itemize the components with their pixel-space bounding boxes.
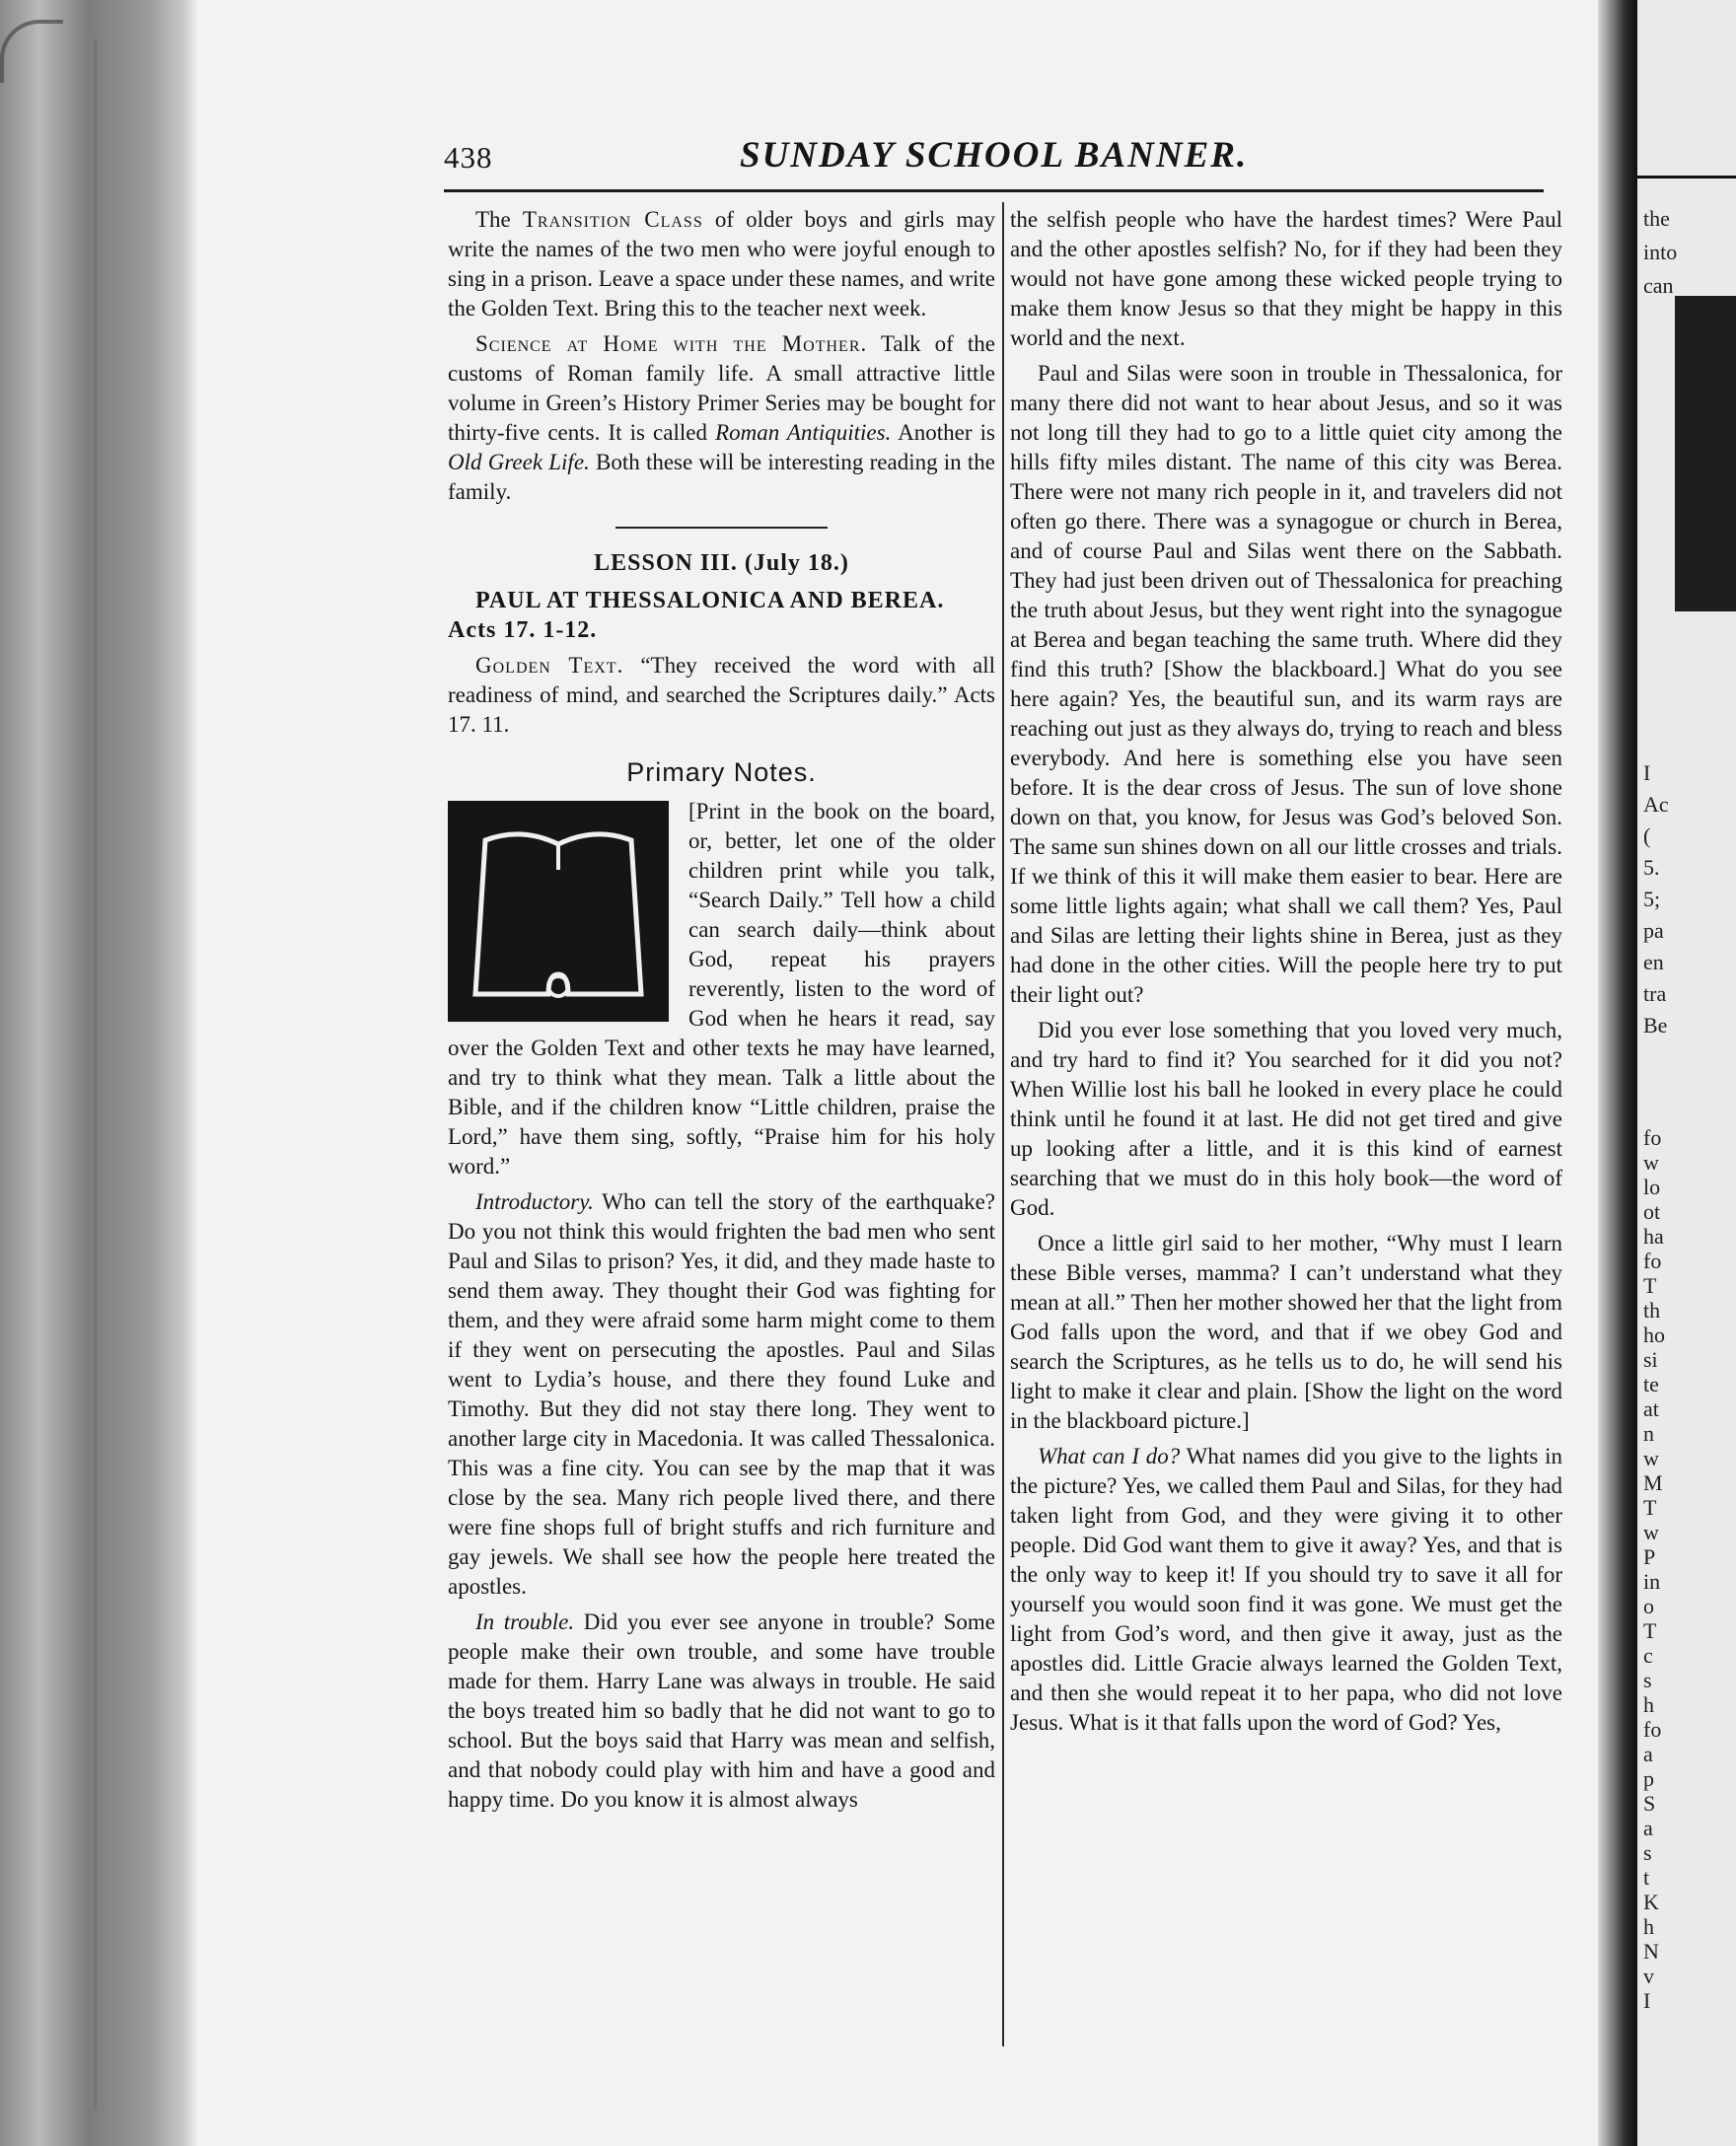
adjacent-page-text-fragment: s: [1643, 1840, 1652, 1865]
adjacent-page-text-fragment: into: [1643, 240, 1678, 264]
adjacent-page-text-fragment: th: [1643, 1298, 1661, 1323]
adjacent-page-text-fragment: P: [1643, 1544, 1656, 1569]
adjacent-page-text-fragment: o: [1643, 1594, 1654, 1618]
adjacent-page-text-fragment: v: [1643, 1964, 1654, 1988]
selfish-paragraph: the selfish people who have the hardest times? Were Paul and the other apostles selfish? No, for if they had been they would not have gone among these wicked people trying to make them know Jesus so that they might be happy in this world and the next.: [1010, 207, 1562, 350]
transition-class-paragraph: The Transition Class of older boys and girls may write the names of the two men who were joyful enough to sing in a prison. Leave a space under these names, and write the Golden Text. Bring this to the teacher next week.: [448, 207, 995, 321]
adjacent-page-text-fragment: w: [1643, 1150, 1659, 1175]
transition-class-label: Transition Class: [522, 207, 703, 232]
adjacent-page-text-fragment: (: [1643, 823, 1651, 848]
book-title-roman-antiquities: Roman Antiquities.: [715, 420, 892, 445]
adjacent-page-text-fragment: a: [1643, 1816, 1653, 1840]
adjacent-page-text-fragment: si: [1643, 1347, 1658, 1372]
adjacent-page-text-fragment: n: [1643, 1421, 1654, 1446]
adjacent-page-text-fragment: h: [1643, 1692, 1654, 1717]
blackboard-instructions: [Print in the book on the board, or, better, let one of the older children print while you talk, “Search Daily.” Tell how a child can search daily—think about God, repeat his prayers reverently, listen to the word of God when he hears it read, say over the Golden Text and other texts he may have learned, and try to think what they mean. Talk a little about the Bible, and if the children know “Little children, praise the Lord,” have them sing, softly, “Praise him for his holy word.”: [448, 799, 995, 1179]
section-divider: [615, 527, 828, 529]
adjacent-page-text-fragment: 5.: [1643, 855, 1660, 880]
book-title-old-greek-life: Old Greek Life.: [448, 450, 590, 474]
adjacent-page-text-fragment: I: [1643, 1988, 1651, 2013]
thessalonica-berea-paragraph: Paul and Silas were soon in trouble in Thessalonica, for many there did not want to hear about Jesus, and so it was not long till they had to go to a little quiet city among the hills fifty miles distant. The name of this city was Berea. There were not many rich people in it, and travelers did not often go there. There was a synagogue or church in Berea, and of course Paul and Silas went there on the Sabbath. They had just been driven out of Thessalonica for preaching the truth about Jesus, but they went right into the synagogue at Berea and began teaching the same truth. Where did they find this truth? [Show the blackboard.] What do you see here again? Yes, the beautiful sun, and its warm rays are reaching out just as they always do, trying to reach and bless everybody. And here is something else you have seen before. It is the dear cross of Jesus. The sun of love shone down on that, you know, for Jesus was God’s beloved Son. The same sun shines down on all our little crosses and trials. If we think of this it will make them easier to bear. Here are some little lights again; what shall we call them? Yes, Paul and Silas are letting their lights shine in Berea, just as they had done in the other cities. Will the people here try to put their light out?: [1010, 361, 1562, 1007]
running-title: SUNDAY SCHOOL BANNER.: [740, 135, 1249, 176]
adjacent-page-text-fragment: lo: [1643, 1175, 1661, 1199]
header-rule: [444, 189, 1544, 192]
adjacent-page-text-fragment: the: [1643, 206, 1670, 231]
adjacent-page-text-fragment: Be: [1643, 1013, 1668, 1037]
adjacent-page-text-fragment: c: [1643, 1643, 1653, 1668]
column-divider: [1002, 202, 1004, 2046]
introductory-paragraph: Introductory. Who can tell the story of the earthquake? Do you not think this would frighten the bad men who sent Paul and Silas to prison? Yes, it did, and they made haste to send them away. They thought their God was fighting for them, and they were afraid some harm might come to them if they went on persecuting the apostles. Paul and Silas went to Lydia’s house, and there they found Luke and Timothy. But they did not stay there long. They went to another large city in Macedonia. It was called Thessalonica. This was a fine city. You can see by the map that it was close by the sea. Many rich people lived there, and there were fine shops full of bright stuffs and rich furniture and gay jewels. We shall see how the people here treated the apostles.: [448, 1189, 995, 1599]
little-girl-paragraph: Once a little girl said to her mother, “Why must I learn these Bible verses, mamma? I can’t understand what they mean at all.” Then her mother showed her that the light from God falls upon the word, and that if we obey God and search the Scriptures, as he tells us to do, he will send his light to make it clear and plain. [Show the light on the word in the blackboard picture.]: [1010, 1231, 1562, 1433]
adjacent-page-text-fragment: ho: [1643, 1323, 1665, 1347]
spine-shadow-line: [94, 39, 97, 2110]
adjacent-page-text-fragment: I: [1643, 760, 1651, 785]
adjacent-page-text-fragment: tra: [1643, 981, 1667, 1006]
adjacent-page-text-fragment: T: [1643, 1273, 1657, 1298]
lesson-heading: LESSON III. (July 18.): [594, 550, 849, 576]
adjacent-page-text-fragment: h: [1643, 1914, 1654, 1939]
adjacent-page-text-fragment: fo: [1643, 1125, 1662, 1150]
science-at-home-label: Science at Home with the Mother.: [475, 331, 868, 356]
adjacent-page-text-fragment: t: [1643, 1865, 1650, 1890]
adjacent-page-text-fragment: S: [1643, 1791, 1656, 1816]
adjacent-page-text-fragment: a: [1643, 1742, 1653, 1766]
adjacent-page-text-fragment: M: [1643, 1470, 1663, 1495]
what-can-i-do-label: What can I do?: [1038, 1444, 1181, 1468]
adjacent-page-text-fragment: fo: [1643, 1717, 1662, 1742]
page-header: [444, 135, 1549, 185]
lesson-title: [448, 586, 995, 645]
left-column: [448, 205, 995, 1815]
primary-notes-heading: Primary Notes.: [626, 757, 817, 787]
adjacent-page-text-fragment: ha: [1643, 1224, 1664, 1249]
open-bible-blackboard-icon: [448, 801, 669, 1022]
what-can-i-do-paragraph: What can I do? What names did you give to the lights in the picture? Yes, we called them Paul and Silas, for they had taken light from God, and they were giving it to other people. Did God want them to give it away? Yes, and that is the only way to keep it! If you should try to save it all for yourself you would soon find it was gone. We must get the light from God’s word, and then give it away, just as the apostles did. Little Gracie always learned the Golden Text, and then she would repeat it to her papa, who did not love Jesus. What is it that falls upon the word of God? Yes,: [1010, 1444, 1562, 1735]
science-at-home-paragraph: Science at Home with the Mother. Talk of the customs of Roman family life. A small attractive little volume in Green’s History Primer Series may be bought for thirty-five cents. It is called Roman Antiquities. Another is Old Greek Life. Both these will be interesting reading in the family.: [448, 331, 995, 504]
in-trouble-paragraph: In trouble. Did you ever see anyone in trouble? Some people make their own trouble, and some have trouble made for them. Harry Lane was always in trouble. He said the boys treated him so badly that he did not want to go to school. But the boys said that Harry was mean and selfish, and that nobody could play with him and have a good and happy time. Do you know it is almost always: [448, 1610, 995, 1812]
adjacent-page-text-fragment: w: [1643, 1446, 1659, 1470]
adjacent-page-text-fragment: 5;: [1643, 887, 1661, 911]
right-column: [1010, 205, 1562, 1738]
searching-paragraph: Did you ever lose something that you loved very much, and try hard to find it? You searched for it did you not? When Willie lost his ball he looked in every place he could think until he found it at last. He did not get tired and give up looking after a little, and it is this kind of earnest searching that we must do in this holy book—the word of God.: [1010, 1018, 1562, 1220]
adjacent-page-text-fragment: can: [1643, 273, 1674, 298]
page-number: 438: [444, 140, 493, 175]
adjacent-page-text-fragment: in: [1643, 1569, 1661, 1594]
introductory-label: Introductory.: [475, 1189, 594, 1214]
page-curl: [0, 20, 63, 83]
adjacent-page-text-fragment: w: [1643, 1520, 1659, 1544]
adjacent-page-text-fragment: Ac: [1643, 792, 1669, 817]
in-trouble-label: In trouble.: [475, 1610, 575, 1634]
adjacent-page-text-fragment: fo: [1643, 1249, 1662, 1273]
lesson-reference: Acts 17. 1-12.: [448, 617, 598, 643]
adjacent-page-text-fragment: K: [1643, 1890, 1659, 1914]
adjacent-page-text-fragment: ot: [1643, 1199, 1661, 1224]
adjacent-page-rule: [1637, 176, 1736, 179]
adjacent-page-text-fragment: p: [1643, 1766, 1654, 1791]
adjacent-page-text-fragment: N: [1643, 1939, 1659, 1964]
adjacent-page-text-fragment: T: [1643, 1618, 1657, 1643]
adjacent-page-image-block: [1675, 296, 1736, 611]
golden-text-label: Golden Text.: [475, 653, 624, 678]
binding-gutter: [1598, 0, 1637, 2146]
adjacent-page-text-fragment: pa: [1643, 918, 1664, 943]
adjacent-page-text-fragment: at: [1643, 1396, 1659, 1421]
adjacent-page-text-fragment: te: [1643, 1372, 1659, 1396]
adjacent-page-text-fragment: T: [1643, 1495, 1657, 1520]
adjacent-page-text-fragment: en: [1643, 950, 1664, 974]
adjacent-page-text-fragment: s: [1643, 1668, 1652, 1692]
book-spine-edge: [0, 0, 197, 2146]
lesson-title-text: PAUL AT THESSALONICA AND BEREA.: [475, 588, 945, 613]
golden-text-paragraph: Golden Text. “They received the word with all readiness of mind, and searched the Scriptures daily.” Acts 17. 11.: [448, 653, 995, 737]
adjacent-page-fragment: [1637, 0, 1736, 2146]
